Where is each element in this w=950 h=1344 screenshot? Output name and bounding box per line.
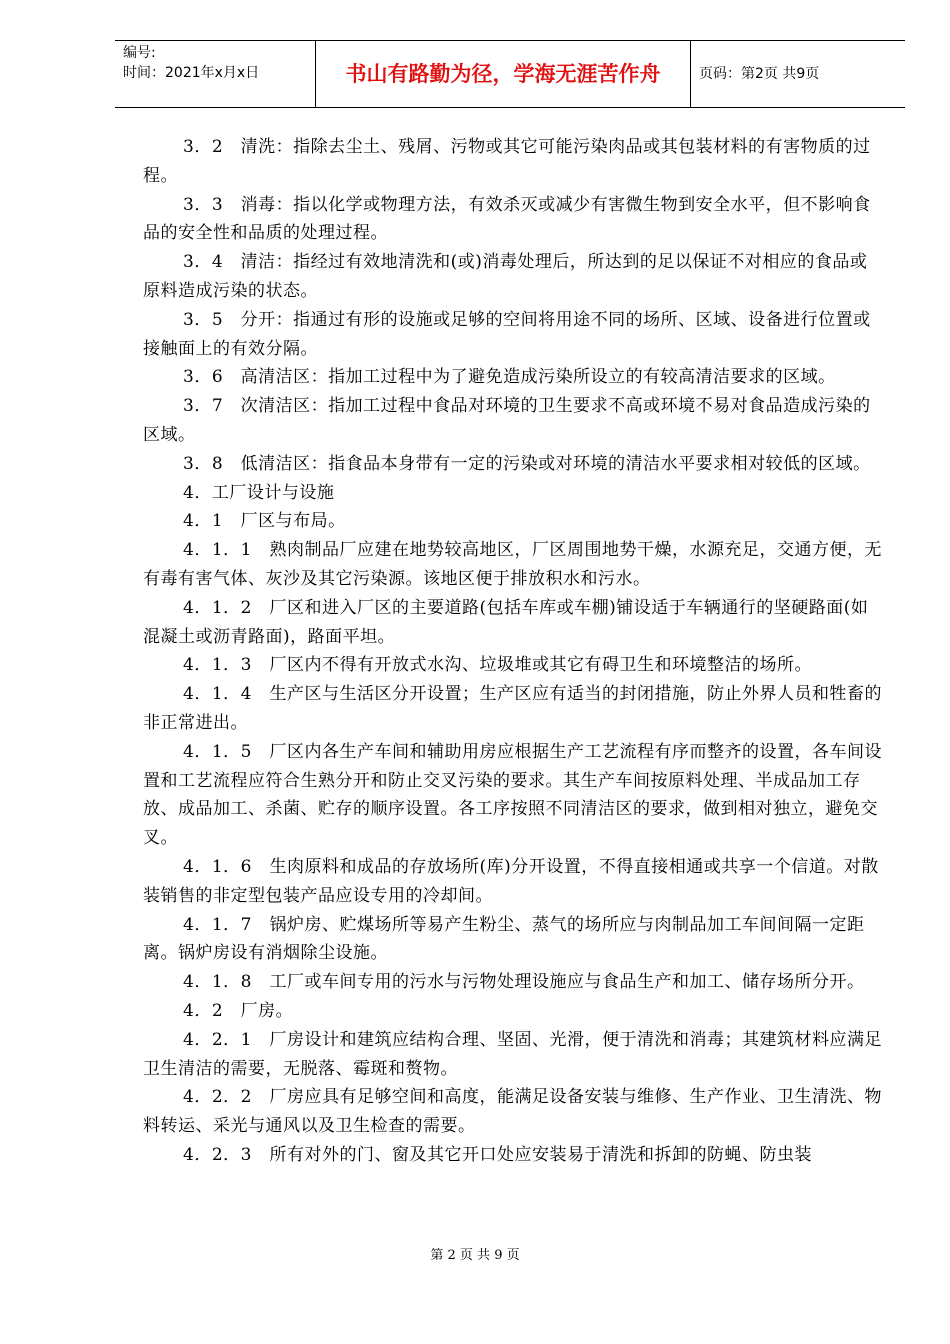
page-header <box>115 40 905 108</box>
section-heading-4-2: 4．2 厂房。 <box>183 1000 294 1021</box>
paragraph-3-3: 3．3 消毒：指以化学或物理方法，有效杀灭或减少有害微生物到安全水平，但不影响食品的安全性和品质的处理过程。 <box>143 194 871 244</box>
paragraph-4-2-2: 4．2．2 厂房应具有足够空间和高度，能满足设备安装与维修、生产作业、卫生清洗、物料转运、采光与通风以及卫生检查的需要。 <box>143 1087 882 1137</box>
paragraph-4-1-3: 4．1．3 厂区内不得有开放式水沟、垃圾堆或其它有碍卫生和环境整洁的场所。 <box>183 655 812 676</box>
header-motto: 书山有路勤为径，学海无涯苦作舟 <box>315 41 691 107</box>
paragraph-3-5: 3．5 分开：指通过有形的设施或足够的空间将用途不同的场所、区域、设备进行位置或接触面上的有效分隔。 <box>143 309 871 359</box>
paragraph-4-1-7: 4．1．7 锅炉房、贮煤场所等易产生粉尘、蒸气的场所应与肉制品加工车间间隔一定距离。锅炉房设有消烟除尘设施。 <box>143 914 865 964</box>
section-heading-4-1: 4．1 厂区与布局。 <box>183 511 346 532</box>
paragraph-4-1-1: 4．1．1 熟肉制品厂应建在地势较高地区，厂区周围地势干燥，水源充足，交通方便，无有毒有害气体、灰沙及其它污染源。该地区便于排放积水和污水。 <box>143 540 882 589</box>
section-heading-4: 4．工厂设计与设施 <box>183 482 335 503</box>
header-page-label: 页码：第2页 共9页 <box>699 66 820 82</box>
paragraph-4-1-2: 4．1．2 厂区和进入厂区的主要道路(包括车库或车棚)铺设适于车辆通行的坚硬路面(如混凝土或沥青路面)，路面平坦。 <box>143 597 869 647</box>
paragraph-4-1-5: 4．1．5 厂区内各生产车间和辅助用房应根据生产工艺流程有序而整齐的设置，各车间设置和工艺流程应符合生熟分开和防止交叉污染的要求。其生产车间按原料处理、半成品加工存放、成品加工、杀菌、贮存的顺序设置。各工序按照不同清洁区的要求，做到相对独立，避免交叉。 <box>143 741 882 849</box>
paragraph-4-2-1: 4．2．1 厂房设计和建筑应结构合理、坚固、光滑，便于清洗和消毒；其建筑材料应满足卫生清洁的需要，无脱落、霉斑和赘物。 <box>143 1029 882 1079</box>
document-body <box>143 133 883 1170</box>
paragraph-4-1-4: 4．1．4 生产区与生活区分开设置；生产区应有适当的封闭措施，防止外界人员和牲畜的非正常进出。 <box>143 684 882 733</box>
document-time-label: 时间：2021年x月x日 <box>123 65 260 81</box>
paragraph-3-4: 3．4 清洁：指经过有效地清洗和(或)消毒处理后，所达到的足以保证不对相应的食品或原料造成污染的状态。 <box>143 252 868 301</box>
page-footer: 第 2 页 共 9 页 <box>430 1248 520 1263</box>
paragraph-4-2-3: 4．2．3 所有对外的门、窗及其它开口处应安装易于清洗和拆卸的防蝇、防虫装 <box>183 1144 812 1165</box>
document-number-label: 编号: <box>123 45 156 61</box>
paragraph-3-8: 3．8 低清洁区：指食品本身带有一定的污染或对环境的清洁水平要求相对较低的区域。 <box>183 453 871 474</box>
header-meta <box>115 41 315 107</box>
paragraph-3-2: 3．2 清洗：指除去尘土、残屑、污物或其它可能污染肉品或其包装材料的有害物质的过程。 <box>143 137 871 186</box>
paragraph-4-1-8: 4．1．8 工厂或车间专用的污水与污物处理设施应与食品生产和加工、储存场所分开。 <box>183 972 865 993</box>
paragraph-4-1-6: 4．1．6 生肉原料和成品的存放场所(库)分开设置，不得直接相通或共享一个信道。对散装销售的非定型包装产品应设专用的冷却间。 <box>143 856 879 906</box>
paragraph-3-7: 3．7 次清洁区：指加工过程中食品对环境的卫生要求不高或环境不易对食品造成污染的区域。 <box>143 396 871 445</box>
paragraph-3-6: 3．6 高清洁区：指加工过程中为了避免造成污染所设立的有较高清洁要求的区域。 <box>183 367 836 388</box>
